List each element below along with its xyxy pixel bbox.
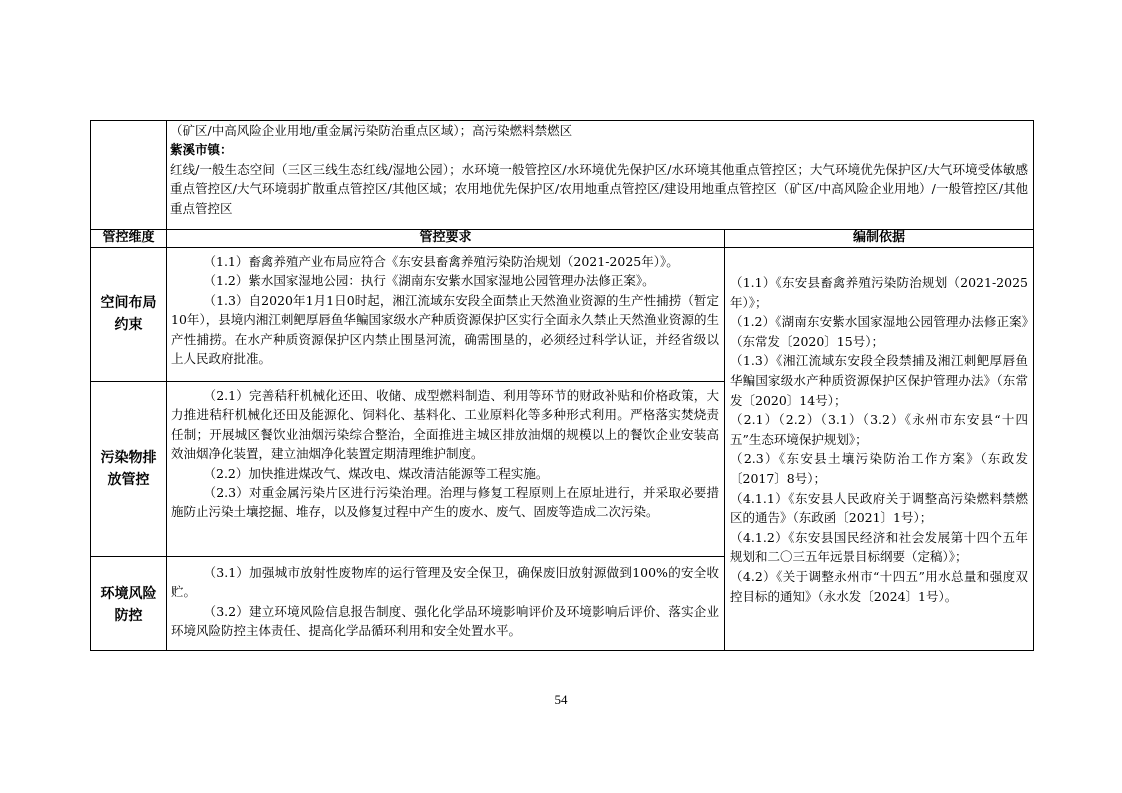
requirement-item: （1.2）紫水国家湿地公园：执行《湖南东安紫水国家湿地公园管理办法修正案》。	[203, 273, 655, 289]
dimension-label: 空间布局	[100, 295, 157, 311]
dimension-label: 约束	[114, 317, 143, 333]
requirements-risk	[171, 563, 719, 641]
requirement-item: （1.1）畜禽养殖产业布局应符合《东安县畜禽养殖污染防治规划（2021-2025年）》。	[203, 254, 679, 269]
dimension-label: 污染物排	[100, 450, 157, 466]
dimension-spatial	[91, 292, 166, 336]
requirement-item: （3.2）建立环境风险信息报告制度、强化化学品环境影响评价及环境影响后评价、落实企业环境风险防控主体责任、提高化学品循环利用和安全处置水平。	[171, 603, 719, 639]
town-body: 红线/一般生态空间（三区三线生态红线/湿地公园）；水环境一般管控区/水环境优先保护区/水环境其他重点管控区；大气环境优先保护区/大气环境受体敏感重点管控区/大气环境弱扩散重点管控区/其他区域；农用地优先保护区/农用地重点管控区/建设用地重点管控区（矿区/中高风险企业用地）/一般管控区/其他重点管控区	[170, 161, 1028, 216]
page-number: 54	[554, 692, 568, 707]
column-divider	[724, 229, 725, 650]
basis-item: （4.1.1）《东安县人民政府关于调整高污染燃料禁燃区的通告》（东政函〔2021〕1号）；	[730, 490, 1028, 526]
dimension-pollution	[91, 447, 166, 491]
basis-item: （1.2）《湖南东安紫水国家湿地公园管理办法修正案》（东常发〔2020〕15号）；	[730, 314, 1028, 349]
basis-item: （4.1.2）《东安县国民经济和社会发展第十四个五年规划和二〇三五年远景目标纲要（定稿）》；	[730, 529, 1028, 565]
dimension-label: 放管控	[107, 472, 150, 488]
row-divider	[91, 556, 724, 557]
control-table	[90, 120, 1034, 651]
requirements-pollution	[171, 386, 719, 522]
row-divider	[91, 381, 724, 382]
dimension-label: 环境风险	[100, 586, 157, 602]
requirement-item: （1.3）自2020年1月1日0时起，湘江流域东安段全面禁止天然渔业资源的生产性捕捞（暂定10年），县境内湘江刺鲃厚唇鱼华鳊国家级水产种质资源保护区实行全面永久禁止天然渔业资源的生产性捕捞。在水产种质资源保护区内禁止围垦河流，确需围垦的，必须经过科学认证，并经省级以上人民政府批准。	[171, 292, 719, 367]
requirement-item: （2.1）完善秸秆机械化还田、收储、成型燃料制造、利用等环节的财政补贴和价格政策，大力推进秸秆机械化还田及能源化、饲料化、基料化、工业原料化等多种形式利用。严格落实焚烧责任制；开展城区餐饮业油烟污染综合整治，全面推进主城区排放油烟的规模以上的餐饮企业安装高效油烟净化装置，建立油烟净化装置定期清理维护制度。	[171, 388, 719, 462]
town-title: 紫溪市镇：	[170, 142, 233, 158]
basis-list	[730, 273, 1028, 606]
column-divider	[166, 121, 167, 650]
header-basis: 编制依据	[852, 230, 905, 245]
top-row-content	[170, 121, 1028, 218]
basis-item: （1.3）《湘江流域东安段全段禁捕及湘江刺鲃厚唇鱼华鳊国家级水产种质资源保护区保护管理办法》（东常发〔2020〕14号）；	[730, 353, 1028, 408]
dimension-risk	[91, 583, 166, 627]
requirement-item: （2.3）对重金属污染片区进行污染治理。治理与修复工程原则上在原址进行，并采取必要措施防止污染土壤挖掘、堆存，以及修复过程中产生的废水、废气、固废等造成二次污染。	[171, 485, 719, 520]
header-requirements: 管控要求	[419, 230, 472, 245]
basis-item: （1.1）《东安县畜禽养殖污染防治规划（2021-2025年）》；	[730, 275, 1028, 310]
basis-item: （2.3）《东安县土壤污染防治工作方案》（东政发〔2017〕8号）；	[730, 451, 1028, 486]
top-row-line: （矿区/中高风险企业用地/重金属污染防治重点区域）；高污染燃料禁燃区	[170, 123, 573, 138]
requirement-item: （2.2）加快推进煤改气、煤改电、煤改清洁能源等工程实施。	[203, 465, 549, 481]
header-dimension: 管控维度	[102, 230, 155, 245]
basis-item: （2.1）（2.2）（3.1）（3.2）《永州市东安县“十四五”生态环境保护规划》；	[730, 412, 1028, 447]
dimension-label: 防控	[114, 608, 143, 624]
requirements-spatial	[171, 252, 719, 368]
requirement-item: （3.1）加强城市放射性废物库的运行管理及安全保卫，确保废旧放射源做到100%的安全收贮。	[171, 565, 719, 600]
basis-item: （4.2）《关于调整永州市“十四五”用水总量和强度双控目标的通知》（永水发〔2024〕1号）。	[730, 568, 1028, 604]
